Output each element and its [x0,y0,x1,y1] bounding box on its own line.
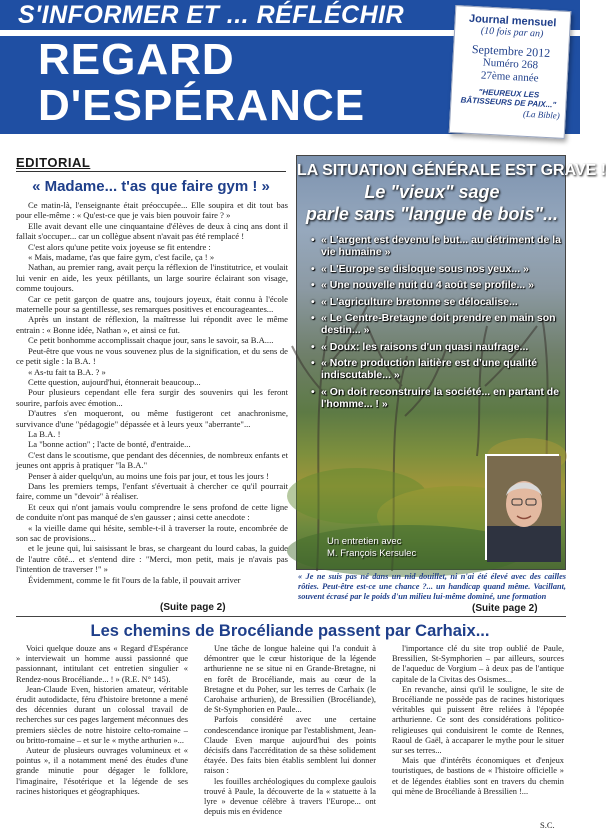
editorial-paragraph: Penser à aider quelqu'un, au moins une fois par jour, et tous les jours ! [28,470,269,481]
article-paragraph: Voici quelque douze ans « Regard d'Espérance » interviewait un homme aussi passionné que passionnant, intitulant cet entretien singulier « Rendez-nous Brocéliande... ! » (R.E. N° 145). [16,644,188,684]
issue-number: Numéro 268 [482,56,539,72]
editorial-paragraph: « la vieille dame qui hésite, semble-t-il à traverser la route, encombrée de son sac de provisions... [16,522,288,543]
masthead-title-line2: D'ESPÉRANCE [38,81,366,130]
masthead-title-line1: REGARD [38,35,235,84]
editorial-paragraph: Et ceux qui n'ont jamais voulu comprendre le sens profond de cette ligne de conduite n'ont pas manqué de s'en gausser ; ainsi cette anecdote : [16,501,288,523]
feature-quote-item: • « L'agriculture bretonne se délocalise... [311,296,561,308]
article-paragraph: Auteur de plusieurs ouvrages volumineux et « pointus », il a notamment mené des études d'une grande minutie pour dégager le folklore, l'imaginaire, l'ésotérique et la légende de ses racines historiques et géographiques. [16,746,188,796]
feature-quotes-list [311,234,561,414]
masthead-tagline: S'INFORMER ET ... RÉFLÉCHIR [18,1,405,29]
journal-frequency: (10 fois par an) [480,25,544,40]
feature-quote-item: • « On doit reconstruire la société... en partant de l'homme... ! » [311,386,561,410]
editorial-paragraph: C'est alors qu'une petite voix joyeuse se fit entendre : [28,241,211,252]
feature-quote-item: • « L'argent est devenu le but... au détriment de la vie humaine » [311,234,561,258]
editorial-paragraph: Nathan, au premier rang, avait perçu la réflexion de l'institutrice, et voulait lui venir en aide, les yeux pétillants, un large sourire éclairant son visage, comme toujours. [16,262,288,294]
article-paragraph: l'importance clé du site trop oublié de Paule, Bressilien, St-Symphorien – par ailleurs, sources de l'aqueduc de Vorgium – à deux pas de l'antique capitale de la Civitas des Osismes... [392,644,564,684]
feature-subheadline: Le "vieux" sage [364,182,500,202]
article-paragraph: Parfois considéré avec une certaine condescendance ironique par l'establishment, Jean-Claude Even marque aujourd'hui des points décisifs dans l'accréditation de sa thèse solidement étayée. Des faits bien établis semblent lui donner raison : [204,715,376,776]
interview-credit: Un entretien avec [327,536,402,547]
portrait-image [487,456,561,562]
article-paragraph: En revanche, ainsi qu'il le souligne, le site de Brocéliande ne possède pas de racines historiques véritables qui puissent être reliées à l'épopée arthurienne. Ce sont des considérations politico-religieuses qui conduisirent le comte de Rennes, Raoul de Gaël, à accaparer le mythe pour le situer sur ses terres... [392,684,564,756]
editorial-paragraph: Ce matin-là, l'enseignante était préoccupée... Elle soupira et dit tout bas pour elle-même : « Qu'est-ce que je vais bien pouvoir faire ? » [16,200,288,221]
editorial-paragraph: Elle avait devant elle une cinquantaine d'élèves de deux à cinq ans dont il fallait s'occuper... car un collègue absent n'avait pas été remplacé ! [16,220,288,242]
editorial-heading: EDITORIAL [16,155,91,170]
motto-quote: "HEUREUX LES BÂTISSEURS DE PAIX..." [460,87,557,110]
editorial-paragraph: « As-tu fait ta B.A. ? » [28,366,106,377]
editorial-paragraph: Pour plusieurs cependant elle fera surgir des souvenirs qui les feront sourire, parfois avec émotion... [16,387,288,408]
motto-source: (La Bible) [522,108,561,121]
editorial-paragraph: et le jeune qui, lui saisissant le bras, se chargeant du lourd cabas, la guide de l'autre côté... et s'entend dire : "Merci, mon petit, mais je n'avais pas l'intention de traverser !" » [16,543,288,575]
article-signature: S.C. [540,820,555,830]
feature-subheadline-2: parle sans "langue de bois"... [305,204,559,224]
editorial-paragraph: Cette question, aujourd'hui, étonnerait beaucoup... [28,376,201,387]
editorial-paragraph: « Mais, madame, t'as que faire gym, c'est facile, ça ! » [28,252,215,263]
editorial-paragraph: C'est dans le scoutisme, que pendant des décennies, de nombreux enfants et jeunes ont appris à pratiquer "la B.A." [16,449,289,471]
article-column-3 [392,644,564,820]
feature-quote-item: • « Notre production laitière est d'une qualité indiscutable... » [311,357,561,381]
editorial-continued-link[interactable]: (Suite page 2) [160,602,226,613]
feature-continued-link[interactable]: (Suite page 2) [472,603,538,614]
issue-date: Septembre 2012 [471,41,551,61]
article-divider [16,616,566,617]
editorial-paragraph: La "bonne action" ; l'acte de bonté, d'entraide... [28,439,191,450]
article-paragraph: les fouilles archéologiques du complexe gaulois trouvé à Paule, la découverte de la « statuette à la lyre » devenue célèbre à travers l'Europe... ont depuis mis en évidence [204,776,376,817]
editorial-title: « Madame... t'as que faire gym ! » [32,178,270,195]
editorial-paragraph: D'autres s'en moqueront, ou même fustigeront cet anachronisme, survivance d'une "pédagogie" dépassée et à leurs yeux "aberrante"... [16,408,288,429]
feature-quote-item: • « Doux: les raisons d'un quasi naufrage... [311,341,561,353]
editorial-paragraph: Évidemment, comme le fit l'ours de la fable, il pouvait arriver [28,574,241,585]
editorial-paragraph: Peut-être que vous ne vous souvenez plus de la signification, et du sens de ce petit sigle : la B.A. ! [16,345,288,367]
article-column-2 [204,644,376,834]
interviewee-portrait [485,454,559,560]
article-column-1 [16,644,188,834]
journal-type: Journal mensuel [468,12,557,30]
feature-quote-item: • « L'Europe se disloque sous nos yeux... » [311,263,561,275]
editorial-body [16,200,288,596]
feature-caption: « Je ne suis pas né dans un nid douillet, ni n'ai été élevé avec des cailles rôties. Peut-être est-ce une chance ?... un handicap quand même. Vacillant, souvent écrasé par le poids d'un milieu lui-même dominé, une formation [298,572,566,601]
interviewee-name: M. François Kersulec [327,548,417,559]
editorial-divider [16,171,286,172]
issue-info-box [449,5,572,139]
editorial-paragraph: La B.A. ! [28,428,61,439]
article-paragraph: Mais que d'intérêts économiques et d'enjeux touristiques, de bastions de « l'histoire officielle » et de légendes établies sont en travers du chemin qui mène de Brocéliande à Bressilien !... [392,756,564,796]
feature-quote-item: • « Une nouvelle nuit du 4 août se profile... » [311,279,561,291]
issue-year: 27ème année [480,69,539,85]
article-paragraph: Jean-Claude Even, historien amateur, véritable érudit autodidacte, féru d'histoire bretonne a mené des décennies durant un colossal travail de recherches sur ces pages largement méconnues des premiers siècles de notre histoire celto-romaine – ou britto-romaine – et sur le « mythe arthurien »... [16,684,188,745]
editorial-paragraph: Car ce petit garçon de quatre ans, toujours joyeux, était connu à l'école maternelle pour sa gentillesse, ses remarques positives et encourageantes... [16,293,288,315]
article-title: Les chemins de Brocéliande passent par Carhaix... [90,622,490,640]
article-paragraph: Une tâche de longue haleine qui l'a conduit à démontrer que le cœur historique de la légende arthurienne ne se situe ni en Grande-Bretagne, ni en forêt de Brocéliande, mais au cœur de la Bretagne et du Poher, sur les terres de Carhaix (le Carohaise arthurien), de Bressilien (Brocéliande), de St-Symphorien en Paule... [204,644,376,715]
feature-headline: LA SITUATION GÉNÉRALE EST GRAVE ! [297,162,606,179]
feature-quote-item: • « Le Centre-Bretagne doit prendre en main son destin... » [311,312,561,336]
editorial-paragraph: Après un instant de réflexion, la maîtresse lui répondit avec le même entrain : « Bonne idée, Nathan », et ainsi ce fut. [16,314,288,335]
editorial-paragraph: Ce petit bonhomme accomplissait chaque jour, sans le savoir, sa B.A.... [28,335,274,346]
feature-box [296,155,606,570]
editorial-paragraph: Dans les premiers temps, l'enfant s'évertuait à chercher ce qu'il pourrait faire, comme un "devoir" à réaliser. [16,480,288,502]
